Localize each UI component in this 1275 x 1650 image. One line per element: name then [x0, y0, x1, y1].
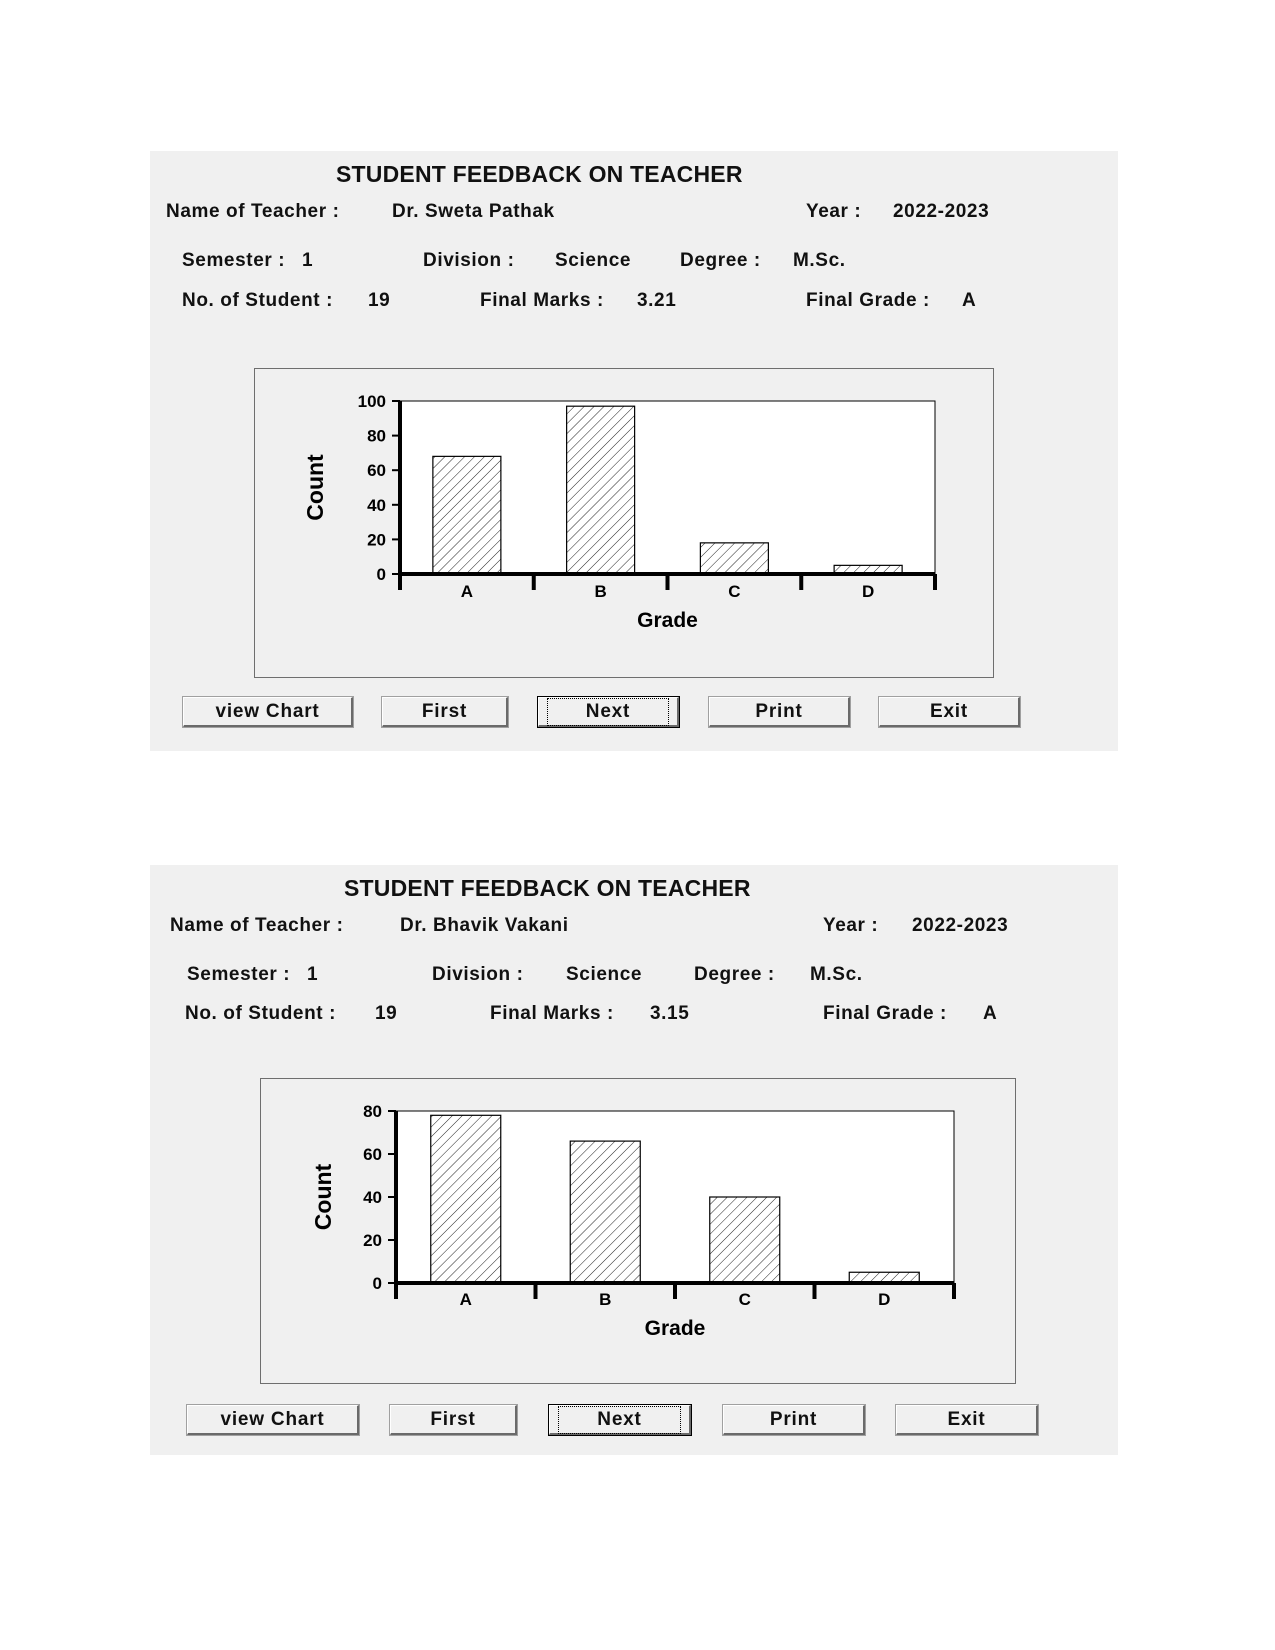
y-tick-label: 100: [357, 392, 386, 411]
feedback-form-1: [150, 151, 1118, 751]
x-category-label: B: [594, 582, 607, 601]
degree-label: Degree :: [694, 964, 775, 985]
bar-c: [710, 1197, 780, 1283]
final-grade-label: Final Grade :: [823, 1003, 947, 1024]
form-title: STUDENT FEEDBACK ON TEACHER: [336, 161, 743, 187]
y-tick-label: 80: [367, 426, 386, 446]
exit-button[interactable]: Exit: [896, 1405, 1038, 1435]
final-grade-label: Final Grade :: [806, 290, 930, 311]
final-marks-value: 3.15: [650, 1003, 690, 1024]
final-marks-label: Final Marks :: [490, 1003, 614, 1024]
bar-c: [700, 543, 768, 574]
teacher-label: Name of Teacher :: [166, 201, 340, 222]
x-axis-title: Grade: [644, 1317, 706, 1340]
y-tick-label: 0: [376, 565, 386, 584]
year-value: 2022-2023: [912, 915, 1009, 936]
semester-label: Semester :: [187, 964, 291, 985]
grade-bar-chart: [261, 1079, 1015, 1383]
x-category-label: A: [460, 582, 474, 601]
division-label: Division :: [432, 964, 524, 985]
grade-chart-frame: [254, 368, 994, 678]
exit-button[interactable]: Exit: [879, 697, 1020, 727]
x-axis-title: Grade: [637, 609, 698, 632]
teacher-label: Name of Teacher :: [170, 915, 344, 936]
year-label: Year :: [806, 201, 862, 222]
x-category-label: D: [878, 1290, 891, 1309]
students-value: 19: [375, 1003, 398, 1024]
students-value: 19: [368, 290, 391, 311]
bar-a: [431, 1115, 501, 1283]
y-tick-label: 60: [363, 1145, 382, 1164]
y-axis-title: Count: [302, 454, 328, 521]
x-category-label: A: [459, 1290, 472, 1309]
y-tick-label: 40: [363, 1188, 382, 1207]
bar-b: [570, 1141, 640, 1283]
year-label: Year :: [823, 915, 879, 936]
degree-value: M.Sc.: [810, 964, 863, 985]
teacher-name: Dr. Sweta Pathak: [392, 201, 555, 222]
x-category-label: C: [738, 1290, 751, 1309]
division-value: Science: [555, 250, 632, 271]
degree-label: Degree :: [680, 250, 761, 271]
teacher-name: Dr. Bhavik Vakani: [400, 915, 569, 936]
y-axis-title: Count: [310, 1163, 336, 1231]
degree-value: M.Sc.: [793, 250, 846, 271]
division-value: Science: [566, 964, 643, 985]
y-tick-label: 60: [367, 461, 386, 481]
semester-value: 1: [302, 250, 314, 271]
form-title: STUDENT FEEDBACK ON TEACHER: [344, 875, 751, 901]
final-marks-label: Final Marks :: [480, 290, 604, 311]
year-value: 2022-2023: [893, 201, 990, 222]
division-label: Division :: [423, 250, 515, 271]
y-tick-label: 20: [363, 1231, 382, 1250]
view-chart-button[interactable]: view Chart: [183, 697, 353, 727]
first-button[interactable]: First: [382, 697, 508, 727]
feedback-form-2: [150, 865, 1118, 1455]
y-tick-label: 40: [367, 495, 386, 515]
grade-bar-chart: [255, 369, 993, 677]
view-chart-button[interactable]: view Chart: [187, 1405, 359, 1435]
semester-label: Semester :: [182, 250, 286, 271]
x-category-label: D: [861, 582, 875, 601]
y-tick-label: 80: [363, 1102, 382, 1121]
x-category-label: B: [599, 1290, 612, 1309]
next-button[interactable]: Next: [538, 697, 679, 727]
final-marks-value: 3.21: [637, 290, 677, 311]
print-button[interactable]: Print: [723, 1405, 865, 1435]
students-label: No. of Student :: [185, 1003, 337, 1024]
y-tick-label: 20: [367, 530, 386, 550]
semester-value: 1: [307, 964, 319, 985]
final-grade-value: A: [983, 1003, 998, 1024]
x-category-label: C: [728, 582, 741, 601]
y-tick-label: 0: [372, 1274, 382, 1293]
print-button[interactable]: Print: [709, 697, 850, 727]
next-button[interactable]: Next: [549, 1405, 691, 1435]
final-grade-value: A: [962, 290, 977, 311]
bar-b: [567, 406, 635, 574]
bar-a: [433, 456, 501, 574]
students-label: No. of Student :: [182, 290, 334, 311]
grade-chart-frame: [260, 1078, 1016, 1384]
first-button[interactable]: First: [390, 1405, 517, 1435]
